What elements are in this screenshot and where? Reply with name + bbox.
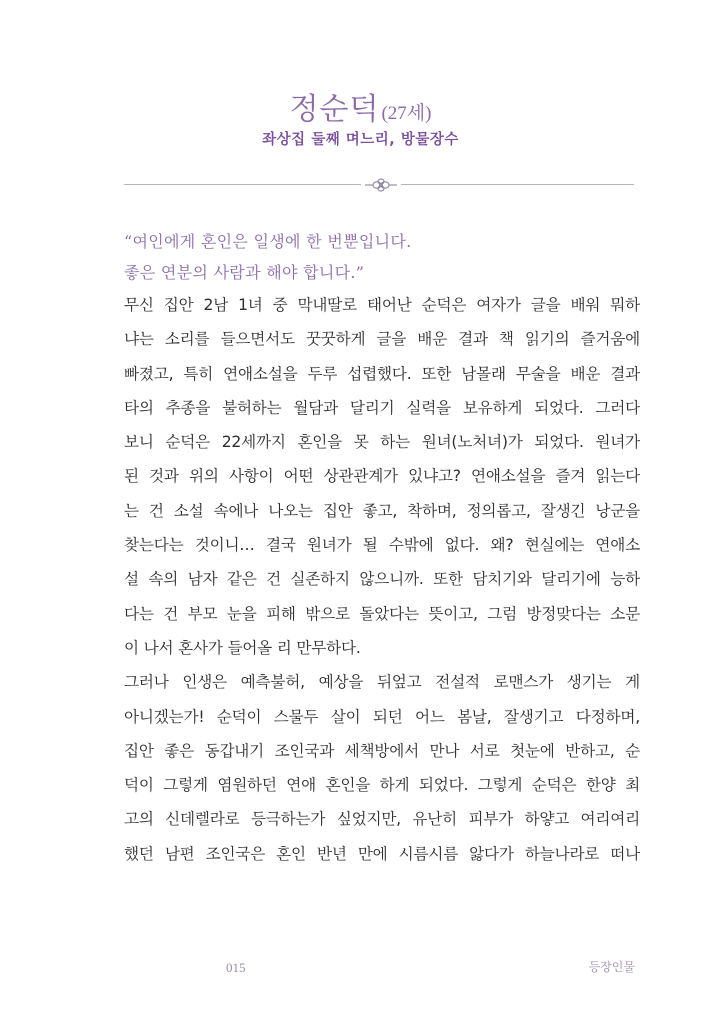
body-line: 집안 좋은 동갑내기 조인국과 세책방에서 만나 서로 첫눈에 반하고, 순 <box>124 741 640 760</box>
body-line: 다는 건 부모 눈을 피해 밖으로 돌았다는 뜻이고, 그럼 방정맞다는 소문 <box>124 604 640 623</box>
character-quote <box>124 226 644 288</box>
body-line: 보니 순덕은 22세까지 혼인을 못 하는 원녀(노처녀)가 되었다. 원녀가 <box>124 433 640 452</box>
body-line: 그러나 인생은 예측불허, 예상을 뒤엎고 전설적 로맨스가 생기는 게 <box>124 673 640 692</box>
body-line: 된 것과 위의 사항이 어떤 상관관계가 있냐고? 연애소설을 즐겨 읽는다 <box>124 467 640 486</box>
body-line: 타의 추종을 불허하는 월담과 달리기 실력을 보유하게 되었다. 그러다 <box>124 398 640 417</box>
body-line: 빠졌고, 특히 연애소설을 두루 섭렵했다. 또한 남몰래 무술을 배운 결과 <box>124 364 640 383</box>
knot-ornament-icon <box>361 175 401 195</box>
body-line: 는 건 소설 속에나 나오는 집안 좋고, 착하며, 정의롭고, 잘생긴 낭군을 <box>124 501 640 520</box>
character-title <box>0 84 721 128</box>
body-line: 찾는다는 것이니… 결국 원녀가 될 수밖에 없다. 왜? 현실에는 연애소 <box>124 536 640 555</box>
character-description <box>124 288 640 871</box>
section-label: 등장인물 <box>588 960 635 974</box>
character-subtitle: 좌상집 둘째 며느리, 방물장수 <box>262 132 459 148</box>
body-line: 아니겠는가! 순덕이 스물두 살이 되던 어느 봄날, 잘생기고 다정하며, <box>124 707 640 726</box>
quote-line: 좋은 연분의 사람과 해야 합니다.” <box>124 263 365 282</box>
page-number: 015 <box>226 960 246 975</box>
body-line: 덕이 그렇게 염원하던 연애 혼인을 하게 되었다. 그렇게 순덕은 한양 최 <box>124 776 640 795</box>
quote-line: “여인에게 혼인은 일생에 한 번뿐입니다. <box>124 232 412 251</box>
body-line: 했던 남편 조인국은 혼인 반년 만에 시름시름 앓다가 하늘나라로 떠나 <box>124 844 640 863</box>
body-line: 냐는 소리를 들으면서도 꿋꿋하게 글을 배운 결과 책 읽기의 즐거움에 <box>124 330 640 349</box>
character-name: 정순덕 <box>289 92 380 127</box>
body-line: 고의 신데렐라로 등극하는가 싶었지만, 유난히 피부가 하얗고 여리여리 <box>124 810 640 829</box>
body-line: 무신 집안 2남 1녀 중 막내딸로 태어난 순덕은 여자가 글을 배워 뭐하 <box>124 296 640 314</box>
body-line: 설 속의 남자 같은 건 실존하지 않으니까. 또한 담치기와 달리기에 능하 <box>124 570 640 589</box>
body-line: 이 나서 혼사가 들어올 리 만무하다. <box>124 638 361 657</box>
character-age: (27세) <box>381 103 432 124</box>
